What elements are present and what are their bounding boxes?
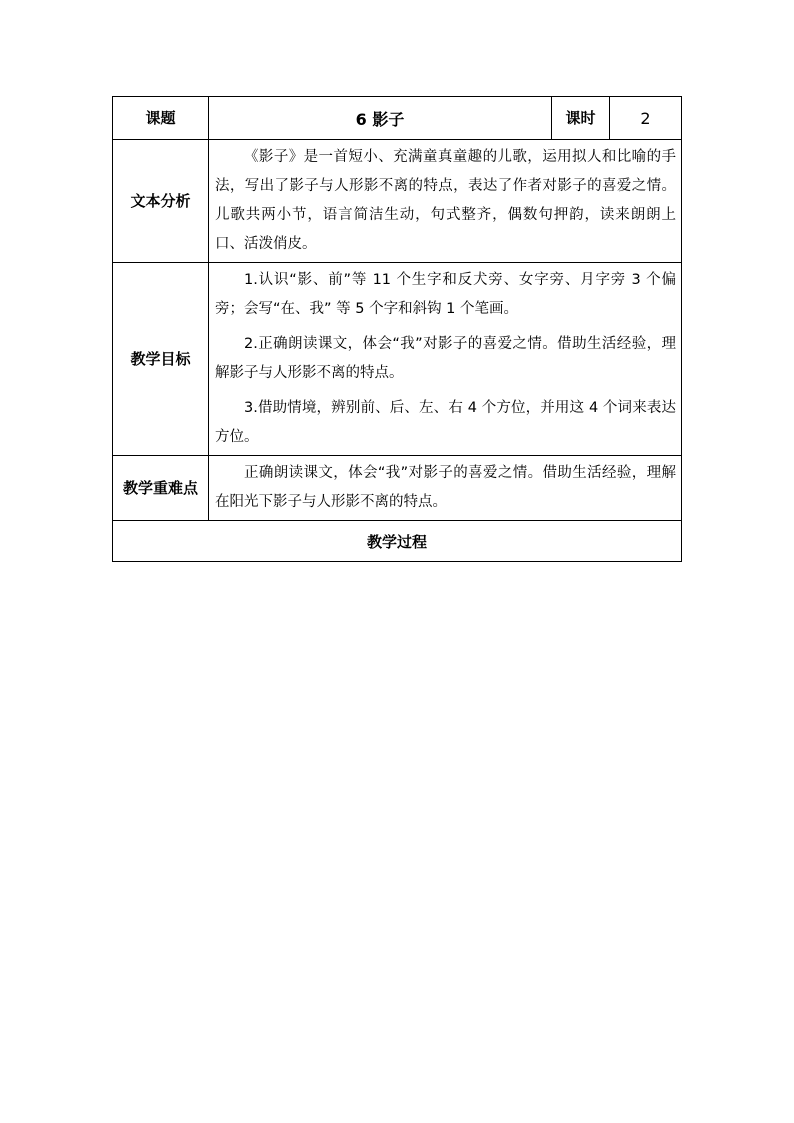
text-analysis-content: 《影子》是一首短小、充满童真童趣的儿歌，运用拟人和比喻的手法，写出了影子与人形影不离的特点，表达了作者对影子的喜爱之情。儿歌共两小节，语言简洁生动，句式整齐，偶数句押韵，读来朗朗上口、活泼俏皮。 [215, 149, 676, 252]
key-difficulties-label: 教学重难点 [113, 456, 209, 521]
teaching-goal-item: 1.认识“影、前”等 11 个生字和反犬旁、女字旁、月字旁 3 个偏旁；会写“在、我” 等 5 个字和斜钩 1 个笔画。 [215, 272, 676, 317]
process-heading: 教学过程 [113, 521, 682, 562]
header-row [113, 97, 682, 140]
hours-label: 课时 [552, 97, 610, 140]
key-difficulties-content: 正确朗读课文，体会“我”对影子的喜爱之情。借助生活经验，理解在阳光下影子与人形影不离的特点。 [215, 465, 676, 510]
key-difficulties-row [113, 456, 682, 521]
hours-value: 2 [610, 97, 682, 140]
text-analysis-row [113, 140, 682, 263]
topic-label: 课题 [113, 97, 209, 140]
lesson-title: 6 影子 [209, 97, 552, 140]
teaching-goals-cell [209, 263, 682, 456]
teaching-goals-label: 教学目标 [113, 263, 209, 456]
lesson-plan-table [112, 96, 682, 562]
teaching-goal-item: 3.借助情境，辨别前、后、左、右 4 个方位，并用这 4 个词来表达方位。 [215, 400, 676, 445]
process-row [113, 521, 682, 562]
text-analysis-cell [209, 140, 682, 263]
teaching-goal-item: 2.正确朗读课文，体会“我”对影子的喜爱之情。借助生活经验，理解影子与人形影不离的特点。 [215, 336, 676, 381]
key-difficulties-cell [209, 456, 682, 521]
text-analysis-label: 文本分析 [113, 140, 209, 263]
teaching-goals-row [113, 263, 682, 456]
